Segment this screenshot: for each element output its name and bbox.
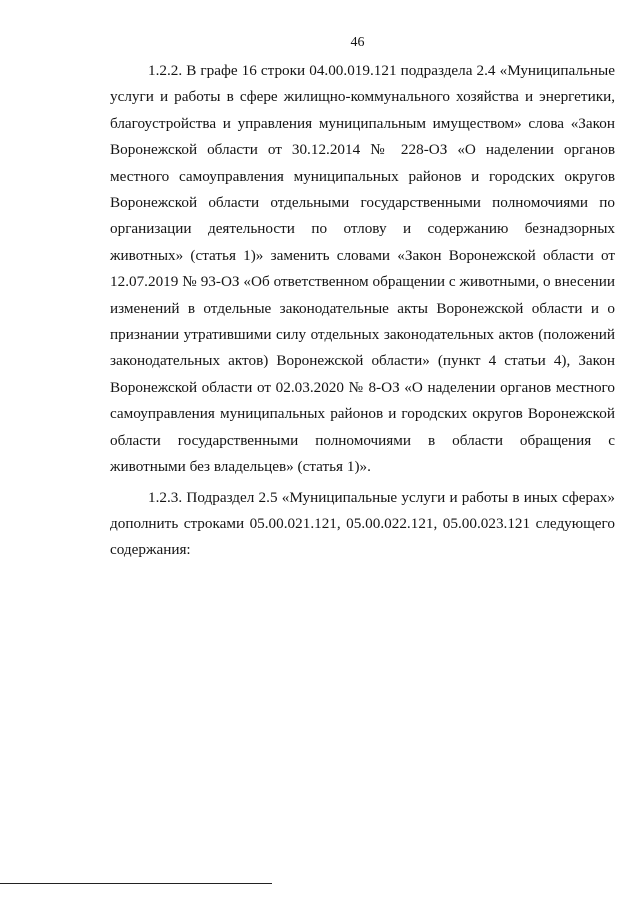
paragraph-1-2-3: 1.2.3. Подраздел 2.5 «Муниципальные услуги и работы в иных сферах» дополнить строками 05.00.021.121, 05.00.022.121, 05.00.023.121 следующего содержания: — [110, 488, 615, 559]
paragraph-1-2-2: 1.2.2. В графе 16 строки 04.00.019.121 подраздела 2.4 «Муниципальные услуги и работы в сфере жилищно-коммунального хозяйства и энергетики, благоустройства и управления муниципальным имуществом» слова «Закон Воронежской области от 30.12.2014 № 228-ОЗ «О наделении органов местного самоуправления муниципальных районов и городских округов Воронежской области отдельными государственными полномочиями по организации деятельности по отлову и содержанию безнадзорных животных» (статья 1)» заменить словами «Закон Воронежской области от 12.07.2019 № 93-ОЗ «Об ответственном обращении с животными, о внесении изменений в отдельные законодательные акты Воронежской области и о признании утратившими силу отдельных законодательных актов (положений законодательных актов) Воронежской области» (пункт 4 статьи 4), Закон Воронежской области от 02.03.2020 № 8-ОЗ «О наделении органов местного самоуправления муниципальных районов и городских округов Воронежской области государственными полномочиями в области обращения с животными без владельцев» (статья 1)». — [110, 62, 615, 476]
document-body — [110, 58, 615, 564]
footnote-divider — [0, 883, 272, 884]
page-number: 46 — [350, 35, 365, 50]
